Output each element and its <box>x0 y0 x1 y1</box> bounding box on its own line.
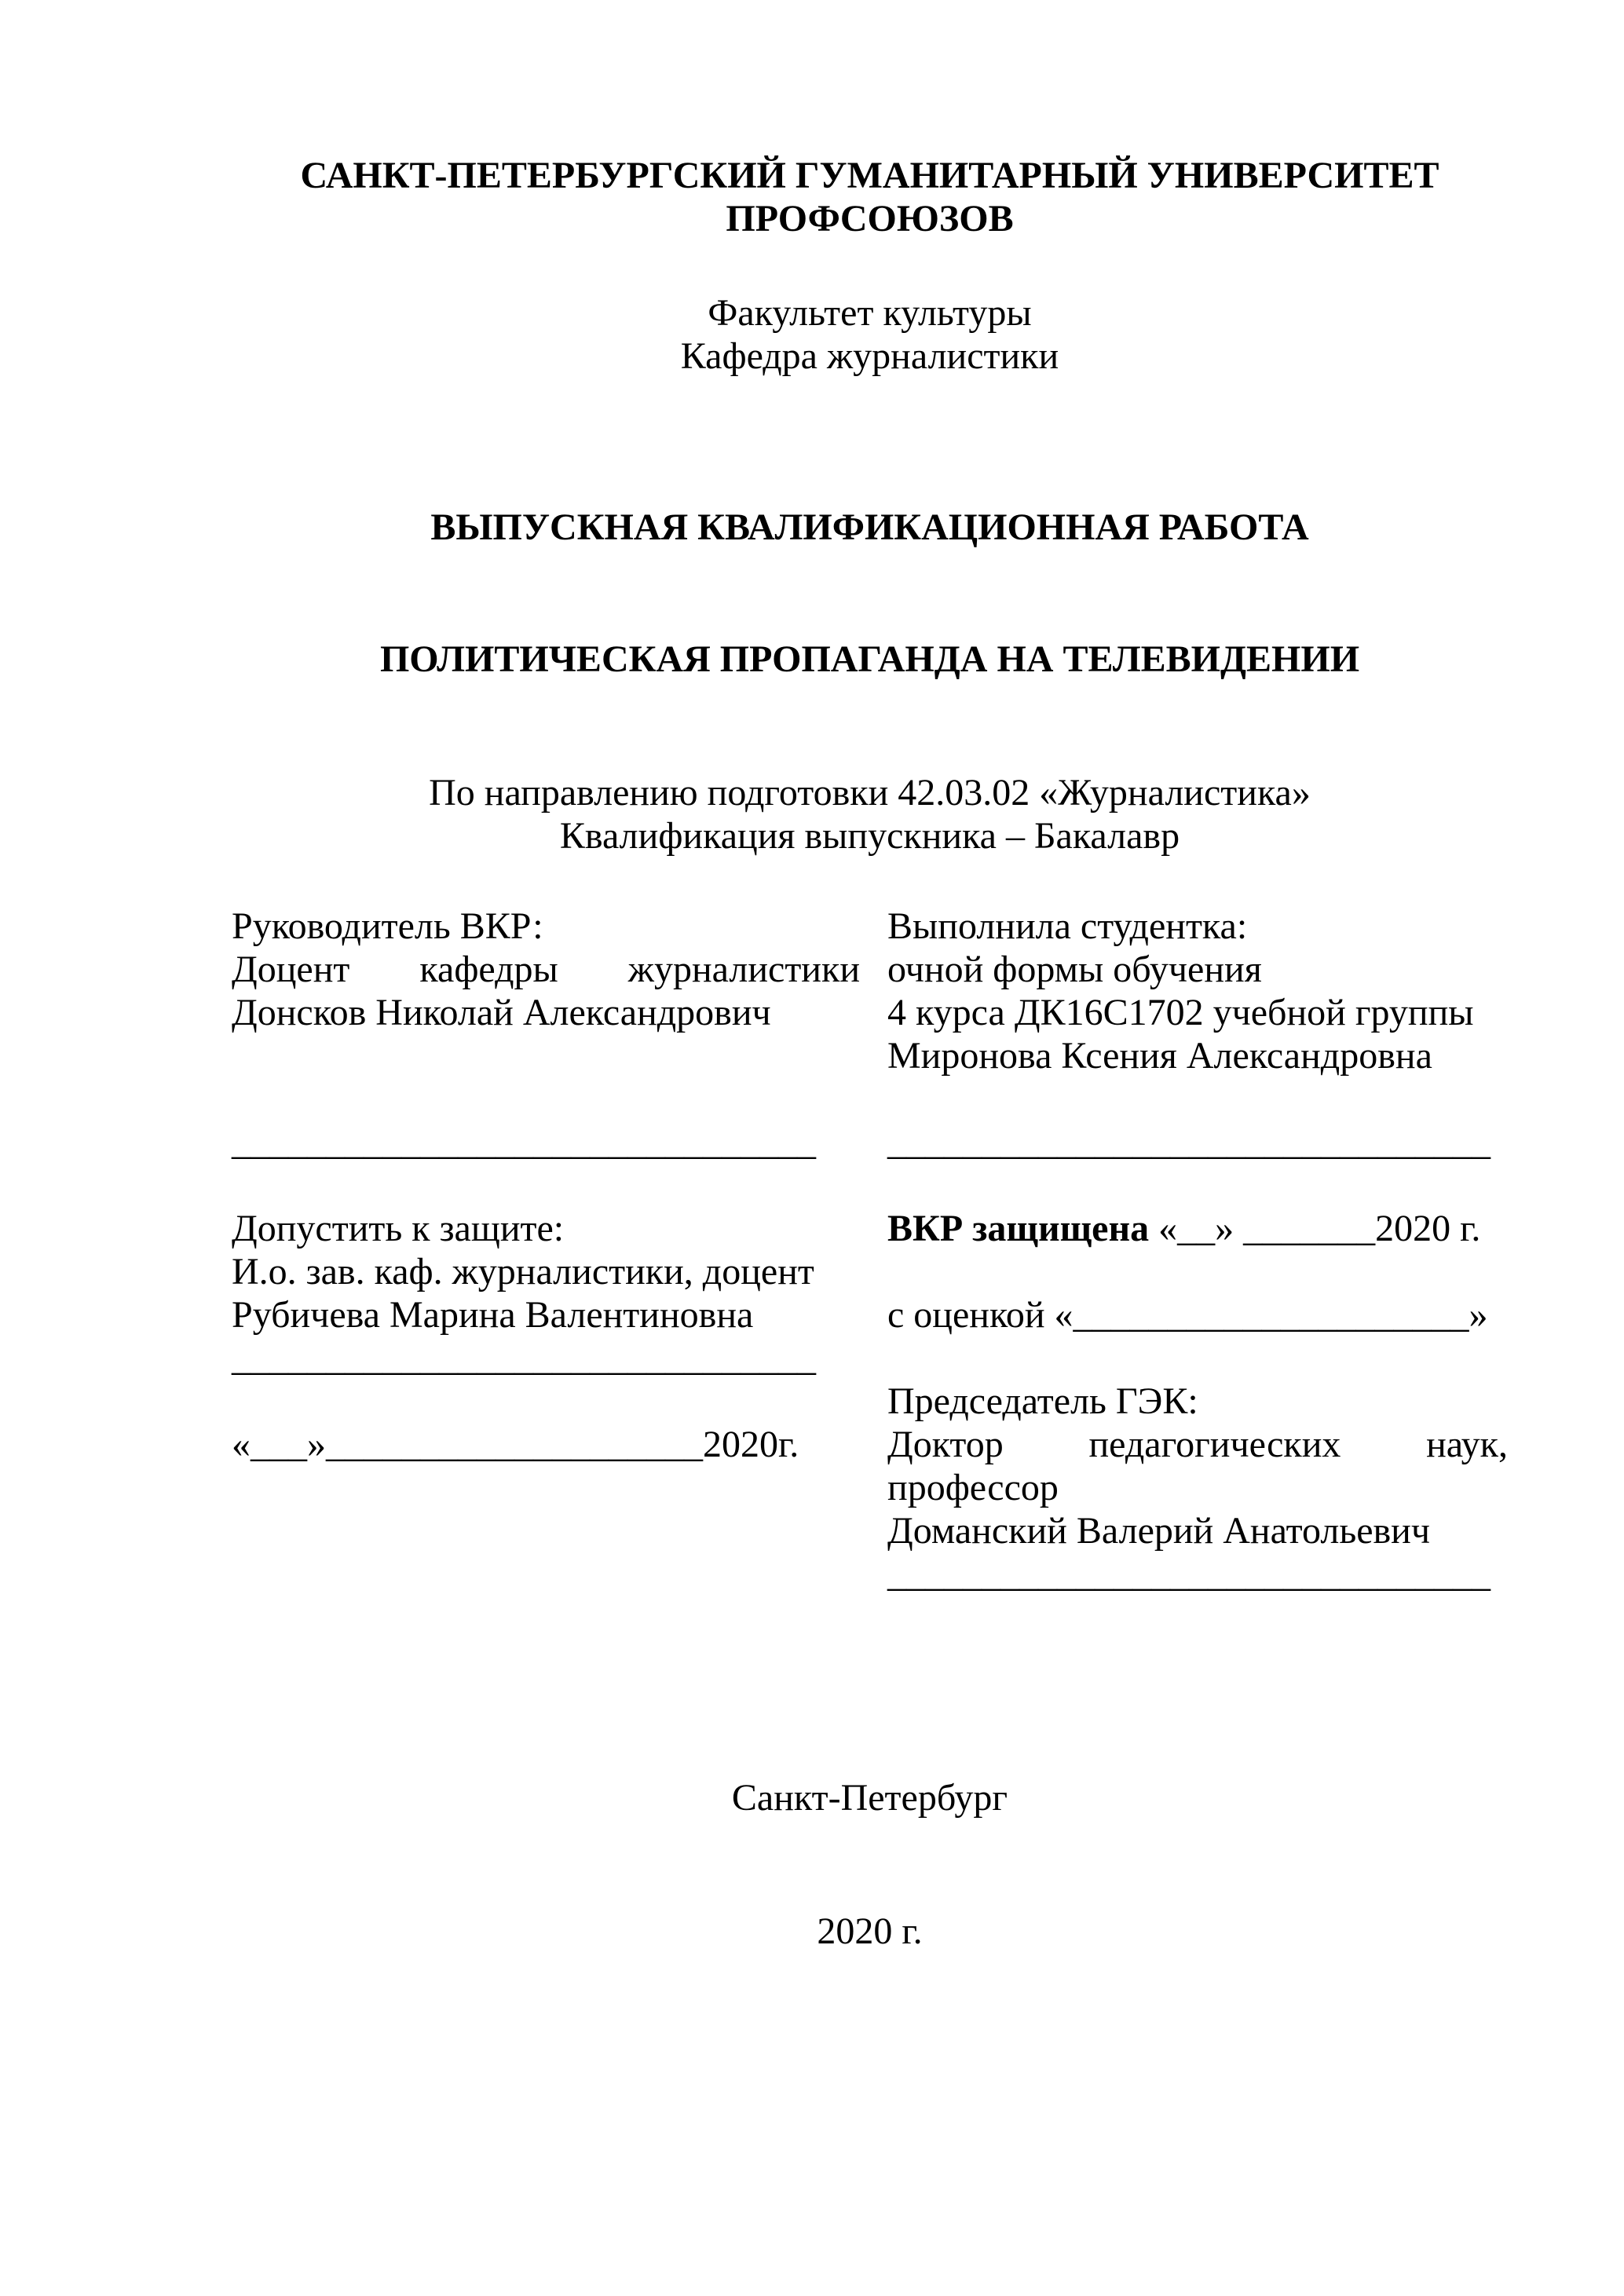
faculty-block <box>232 291 1508 378</box>
admission-label: Допустить к защите: <box>232 1208 565 1249</box>
admission-signature-line: _______________________________ <box>232 1337 816 1379</box>
city: Санкт-Петербург <box>731 1777 1008 1819</box>
admission-date-line: «___»____________________2020г. <box>232 1424 799 1465</box>
university-name: САНКТ-ПЕТЕРБУРГСКИЙ ГУМАНИТАРНЫЙ УНИВЕРСИТЕТ ПРОФСОЮЗОВ <box>300 155 1439 239</box>
spacer <box>887 1250 1508 1293</box>
spacer <box>887 1077 1508 1121</box>
spacer <box>232 1077 860 1121</box>
thesis-title: ПОЛИТИЧЕСКАЯ ПРОПАГАНДА НА ТЕЛЕВИДЕНИИ <box>379 638 1360 680</box>
spacer <box>232 1164 860 1207</box>
chairman-signature-line: ________________________________ <box>887 1553 1490 1595</box>
defense-date-line <box>887 1207 1508 1250</box>
department-name: Кафедра журналистики <box>680 335 1059 377</box>
spacer <box>887 1336 1508 1380</box>
faculty-name: Факультет культуры <box>708 292 1032 334</box>
supervisor-position: Доцент кафедры журналистики <box>232 949 860 990</box>
chairman-label: Председатель ГЭК: <box>887 1380 1198 1422</box>
chairman-title: профессор <box>887 1467 1059 1508</box>
student-label: Выполнила студентка: <box>887 905 1248 947</box>
spacer <box>232 1380 860 1423</box>
chairman-name: Доманский Валерий Анатольевич <box>887 1510 1431 1552</box>
program-direction: По направлению подготовки 42.03.02 «Журналистика» <box>429 772 1311 813</box>
qualification: Квалификация выпускника – Бакалавр <box>559 815 1180 857</box>
program-block <box>232 771 1508 857</box>
student-column <box>887 905 1508 1596</box>
student-signature-line: ________________________________ <box>887 1121 1490 1163</box>
spacer <box>232 1034 860 1077</box>
chairman-degree: Доктор педагогических наук, <box>887 1424 1508 1465</box>
supervisor-name: Донсков Николай Александрович <box>232 992 771 1033</box>
student-name: Миронова Ксения Александровна <box>887 1035 1432 1077</box>
work-type-heading: ВЫПУСКНАЯ КВАЛИФИКАЦИОННАЯ РАБОТА <box>430 506 1309 548</box>
student-group: 4 курса ДК16С1702 учебной группы <box>887 992 1474 1033</box>
supervisor-label: Руководитель ВКР: <box>232 905 543 947</box>
spacer <box>887 1164 1508 1207</box>
admission-position: И.о. зав. каф. журналистики, доцент <box>232 1251 814 1292</box>
supervisor-signature-line: _______________________________ <box>232 1121 816 1163</box>
year: 2020 г. <box>817 1910 923 1952</box>
defense-date-blank: «__» _______2020 г. <box>1149 1208 1481 1249</box>
admission-name: Рубичева Марина Валентиновна <box>232 1294 754 1336</box>
student-study-form: очной формы обучения <box>887 949 1262 990</box>
defense-label: ВКР защищена <box>887 1208 1150 1249</box>
defense-grade-line: с оценкой «_____________________» <box>887 1294 1488 1336</box>
signature-columns <box>232 905 1508 1596</box>
supervisor-column <box>232 905 860 1596</box>
title-page-content <box>232 0 1508 1953</box>
